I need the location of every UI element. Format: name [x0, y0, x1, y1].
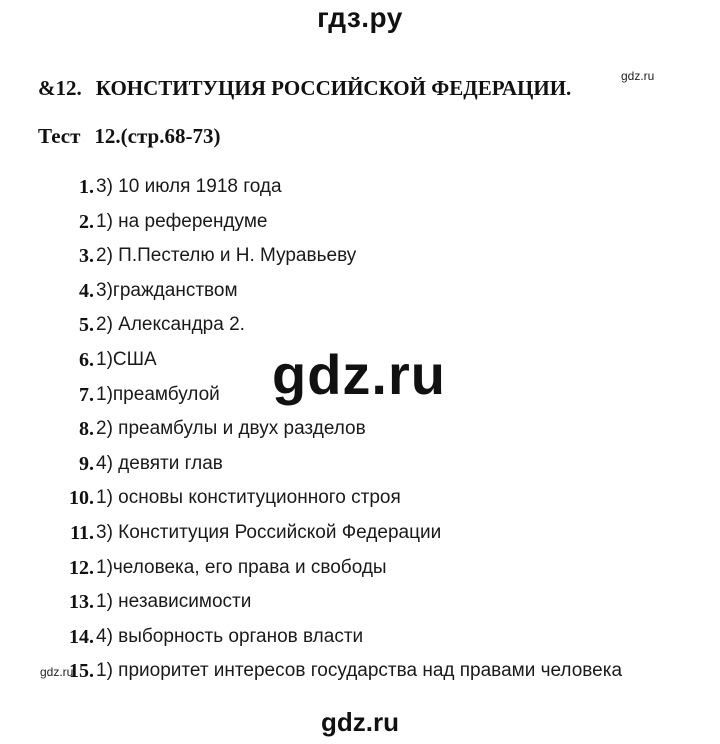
answer-text: 3)гражданством — [96, 279, 238, 301]
site-footer-label: gdz.ru — [321, 707, 399, 737]
answer-number: 15. — [69, 660, 94, 683]
answer-number: 1. — [79, 176, 94, 198]
answer-number: 7. — [79, 383, 94, 406]
test-heading — [38, 124, 220, 149]
answer-text: 1) приоритет интересов государства над правами человека — [96, 660, 623, 682]
section-heading — [38, 76, 571, 101]
answer-number: 11. — [70, 522, 94, 544]
site-header-label: гдз.ру — [317, 2, 403, 33]
answer-number: 5. — [79, 314, 94, 337]
watermark-corner: gdz.ru — [621, 69, 655, 83]
answer-text: 1) основы конституционного строя — [96, 487, 401, 509]
watermark-center: gdz.ru — [272, 343, 446, 406]
answer-text: 4) девяти глав — [96, 452, 223, 474]
answer-number: 3. — [79, 245, 94, 268]
test-label: Тест — [38, 124, 81, 148]
answer-text: 2) преамбулы и двух разделов — [96, 418, 366, 440]
answer-text: 1)США — [96, 349, 157, 370]
section-number: &12. — [38, 76, 82, 100]
answer-number: 12. — [69, 556, 94, 579]
test-number-pages: 12.(стр.68-73) — [94, 124, 221, 148]
answer-text: 4) выборность органов власти — [96, 625, 364, 647]
answer-text: 3) Конституция Российской Федерации — [96, 522, 442, 543]
answer-number: 2. — [79, 210, 94, 233]
answer-number: 10. — [69, 487, 94, 510]
answer-text: 2) П.Пестелю и Н. Муравьеву — [96, 245, 357, 267]
answer-number: 9. — [79, 452, 94, 475]
section-title: КОНСТИТУЦИЯ РОССИЙСКОЙ ФЕДЕРАЦИИ. — [95, 76, 572, 100]
answer-text: 3) 10 июля 1918 года — [96, 176, 282, 197]
answer-text: 1) независимости — [96, 591, 252, 613]
answer-number: 4. — [79, 279, 94, 302]
answer-number: 14. — [69, 625, 94, 648]
answer-number: 6. — [79, 349, 94, 371]
answer-text: 1) на референдуме — [96, 210, 268, 232]
watermark-left: gdz.ru — [40, 665, 74, 679]
answer-number: 13. — [69, 591, 94, 614]
answer-number: 8. — [79, 418, 94, 441]
answer-text: 1)человека, его права и свободы — [96, 556, 387, 578]
answer-text: 1)преамбулой — [96, 383, 220, 405]
answer-text: 2) Александра 2. — [96, 314, 245, 336]
